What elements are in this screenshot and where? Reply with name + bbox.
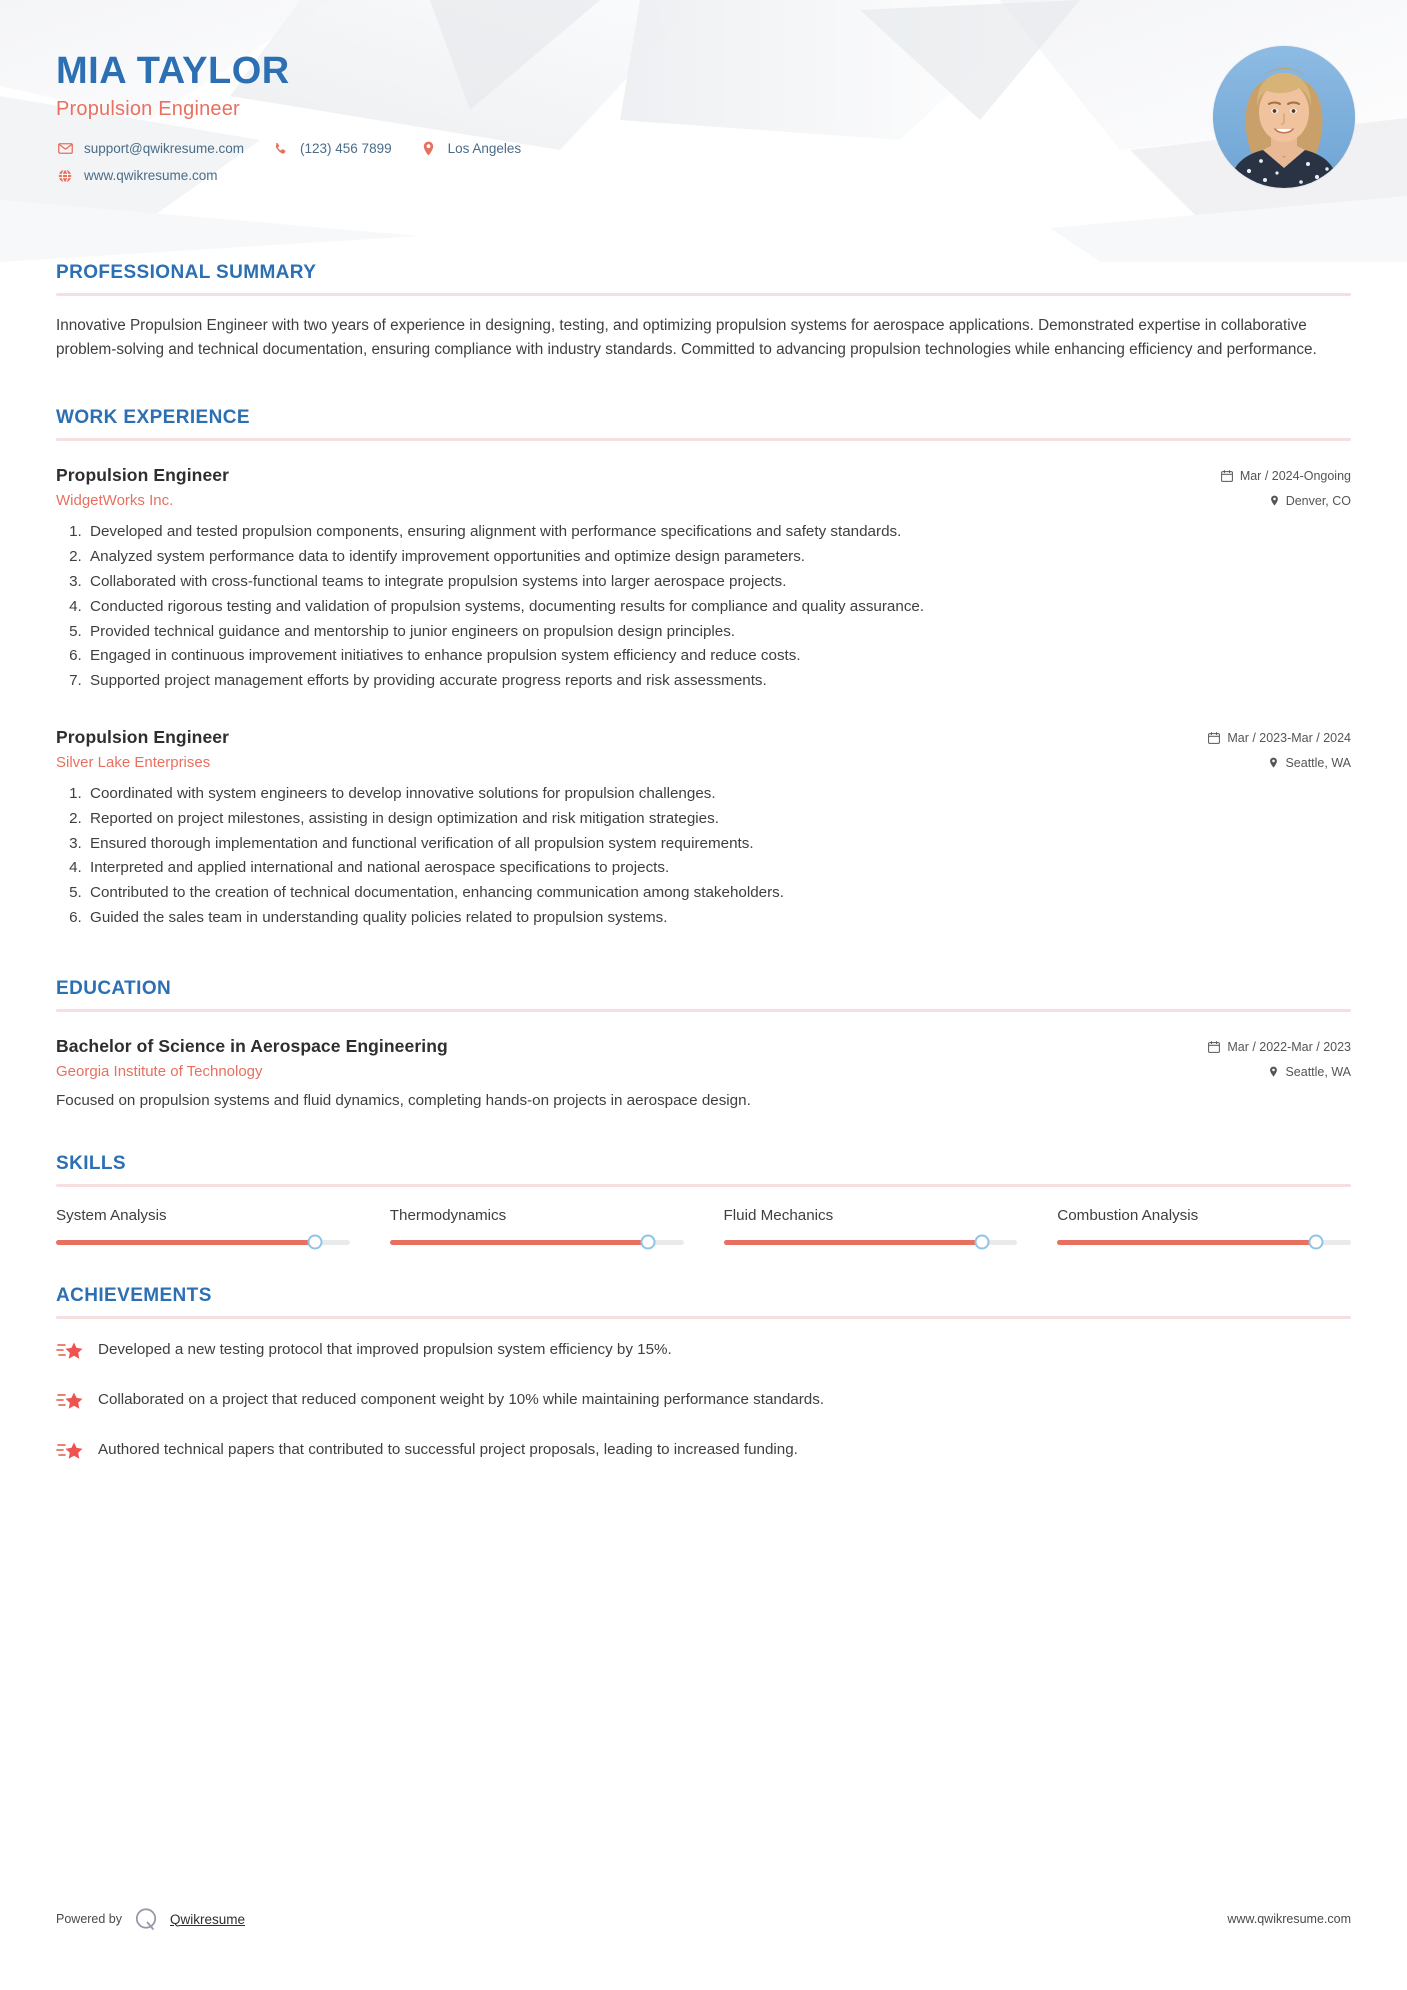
skill-label: Combustion Analysis — [1057, 1206, 1199, 1224]
skill-progress-track — [724, 1240, 1018, 1245]
section-professional-summary — [56, 262, 1351, 361]
degree-title: Bachelor of Science in Aerospace Engineering — [56, 1035, 448, 1056]
section-title-skills: SKILLS — [56, 1152, 126, 1174]
summary-text: Innovative Propulsion Engineer with two years of experience in designing, testing, and optimizing propulsion systems for aerospace applications. Demonstrated expertise in collaborative problem-solving and technical documentation, ensuring compliance with industry standards. Committed to advancing propulsion technologies while enhancing efficiency and performance. — [56, 317, 1317, 358]
work-entry-identity — [56, 727, 229, 771]
job-date-text: Mar / 2023-Mar / 2024 — [1227, 730, 1351, 745]
job-bullet: 1. Coordinated with system engineers to develop innovative solutions for propulsion challenges. — [86, 783, 1351, 806]
skill-item — [1057, 1207, 1351, 1245]
powered-by-label: Powered by — [56, 1912, 123, 1926]
contact-website-text: www.qwikresume.com — [84, 168, 218, 184]
achievements-list — [56, 1339, 1351, 1467]
section-achievements — [56, 1285, 1351, 1467]
calendar-icon — [1221, 470, 1233, 482]
skill-progress-fill — [724, 1240, 983, 1245]
skill-progress-track — [390, 1240, 684, 1245]
job-date — [1221, 469, 1351, 483]
skill-progress-knob[interactable] — [975, 1235, 990, 1250]
job-bullet: 2. Reported on project milestones, assisting in design optimization and risk mitigation strategies. — [86, 808, 1351, 831]
job-bullet-list — [86, 783, 1351, 930]
education-date-text: Mar / 2022-Mar / 2023 — [1227, 1039, 1351, 1054]
contact-location — [420, 141, 522, 157]
qwikresume-brand-link[interactable]: Qwikresume — [170, 1911, 246, 1927]
job-location-text: Denver, CO — [1285, 494, 1351, 509]
section-education — [56, 978, 1351, 1113]
job-date — [1208, 731, 1351, 745]
education-location-text: Seattle, WA — [1285, 1064, 1351, 1079]
resume-body — [0, 262, 1407, 1467]
qwikresume-logo-icon — [134, 1906, 160, 1932]
location-marker-icon — [1270, 495, 1279, 507]
education-entry — [56, 1036, 1351, 1113]
education-date — [1208, 1040, 1351, 1054]
globe-icon — [56, 168, 74, 184]
map-pin-icon — [420, 141, 438, 157]
skill-progress-track — [1057, 1240, 1351, 1245]
contact-website[interactable] — [56, 168, 218, 184]
job-bullet: 3. Ensured thorough implementation and functional verification of all propulsion system requirements. — [86, 833, 1351, 856]
contact-info — [56, 141, 1351, 184]
achievement-item — [56, 1389, 1351, 1417]
job-date-text: Mar / 2024-Ongoing — [1239, 469, 1351, 484]
footer-website-url[interactable]: www.qwikresume.com — [1227, 1912, 1351, 1926]
section-title-summary: PROFESSIONAL SUMMARY — [56, 262, 317, 283]
job-location — [1221, 494, 1351, 508]
skill-progress-knob[interactable] — [307, 1235, 322, 1250]
candidate-name: MIA TAYLOR — [56, 50, 290, 92]
skill-progress-fill — [1057, 1240, 1316, 1245]
job-bullet: 4. Conducted rigorous testing and validation of propulsion systems, documenting results for compliance and quality assurance. — [86, 596, 1351, 619]
education-location — [1208, 1065, 1351, 1079]
education-entry-identity — [56, 1036, 448, 1080]
page-footer — [56, 1906, 1351, 1932]
education-description: Focused on propulsion systems and fluid dynamics, completing hands-on projects in aerospace design. — [56, 1091, 751, 1109]
shooting-star-icon — [56, 1439, 86, 1467]
section-divider — [56, 293, 1351, 296]
job-location-text: Seattle, WA — [1285, 755, 1351, 770]
section-title-work: WORK EXPERIENCE — [56, 407, 250, 429]
section-title-achievements: ACHIEVEMENTS — [56, 1284, 212, 1306]
job-bullet: 7. Supported project management efforts by providing accurate progress reports and risk assessments. — [86, 670, 1351, 693]
job-title: Propulsion Engineer — [56, 465, 230, 486]
work-entry-meta — [1208, 727, 1351, 770]
job-title: Propulsion Engineer — [56, 726, 230, 747]
job-bullet: 2. Analyzed system performance data to identify improvement opportunities and optimize design parameters. — [86, 546, 1351, 569]
skill-item — [724, 1207, 1058, 1245]
phone-icon — [272, 141, 290, 157]
work-entry-identity — [56, 465, 229, 509]
work-entry-header — [56, 727, 1351, 771]
skill-item — [390, 1207, 724, 1245]
education-entry-header — [56, 1036, 1351, 1080]
achievement-item — [56, 1339, 1351, 1367]
job-location — [1208, 756, 1351, 770]
job-bullet: 6. Guided the sales team in understanding quality policies related to propulsion systems. — [86, 907, 1351, 930]
achievement-text: Developed a new testing protocol that improved propulsion system efficiency by 15%. — [98, 1340, 672, 1358]
job-bullet: 5. Contributed to the creation of technical documentation, enhancing communication among stakeholders. — [86, 882, 1351, 905]
job-bullet-list — [86, 521, 1351, 693]
location-marker-icon — [1269, 757, 1278, 769]
skills-grid — [56, 1207, 1351, 1245]
work-entry-meta — [1221, 465, 1351, 508]
contact-location-text: Los Angeles — [447, 141, 522, 157]
contact-phone[interactable] — [272, 141, 392, 157]
resume-header — [0, 0, 1407, 262]
section-divider — [56, 1184, 1351, 1187]
contact-phone-text: (123) 456 7899 — [300, 141, 392, 157]
candidate-role: Propulsion Engineer — [56, 97, 240, 120]
work-entry — [56, 727, 1351, 930]
job-bullet: 6. Engaged in continuous improvement initiatives to enhance propulsion system efficiency and reduce costs. — [86, 645, 1351, 668]
skill-progress-knob[interactable] — [641, 1235, 656, 1250]
skill-progress-knob[interactable] — [1308, 1235, 1323, 1250]
job-bullet: 3. Collaborated with cross-functional teams to integrate propulsion systems into larger aerospace projects. — [86, 571, 1351, 594]
work-entry — [56, 465, 1351, 693]
section-skills — [56, 1153, 1351, 1245]
achievement-item — [56, 1439, 1351, 1467]
contact-email[interactable] — [56, 141, 244, 157]
contact-row-primary — [56, 141, 1351, 157]
school-name: Georgia Institute of Technology — [56, 1062, 263, 1080]
achievement-text: Collaborated on a project that reduced component weight by 10% while maintaining performance standards. — [98, 1390, 825, 1408]
section-work-experience — [56, 407, 1351, 929]
job-bullet: 4. Interpreted and applied international and national aerospace specifications to projects. — [86, 857, 1351, 880]
skill-label: Thermodynamics — [389, 1206, 507, 1224]
calendar-icon — [1208, 732, 1220, 744]
skill-progress-fill — [56, 1240, 315, 1245]
job-bullet: 5. Provided technical guidance and mentorship to junior engineers on propulsion design principles. — [86, 621, 1351, 644]
skill-label: Fluid Mechanics — [723, 1206, 834, 1224]
skill-progress-track — [56, 1240, 350, 1245]
education-entry-meta — [1208, 1036, 1351, 1079]
section-divider — [56, 1316, 1351, 1319]
shooting-star-icon — [56, 1339, 86, 1367]
powered-by — [56, 1906, 245, 1932]
section-divider — [56, 438, 1351, 441]
skill-progress-fill — [390, 1240, 649, 1245]
section-title-education: EDUCATION — [56, 977, 172, 999]
calendar-icon — [1208, 1041, 1220, 1053]
job-company: Silver Lake Enterprises — [56, 753, 211, 771]
skill-label: System Analysis — [56, 1206, 167, 1224]
job-bullet: 1. Developed and tested propulsion components, ensuring alignment with performance specifications and safety standards. — [86, 521, 1351, 544]
achievement-text: Authored technical papers that contributed to successful project proposals, leading to increased funding. — [98, 1440, 798, 1458]
job-company: WidgetWorks Inc. — [56, 492, 174, 510]
contact-row-secondary — [56, 168, 1351, 184]
skill-item — [56, 1207, 390, 1245]
location-marker-icon — [1269, 1066, 1278, 1078]
work-entry-header — [56, 465, 1351, 509]
envelope-icon — [56, 141, 74, 157]
contact-email-text: support@qwikresume.com — [84, 141, 245, 157]
avatar — [1213, 46, 1355, 188]
shooting-star-icon — [56, 1389, 86, 1417]
section-divider — [56, 1009, 1351, 1012]
